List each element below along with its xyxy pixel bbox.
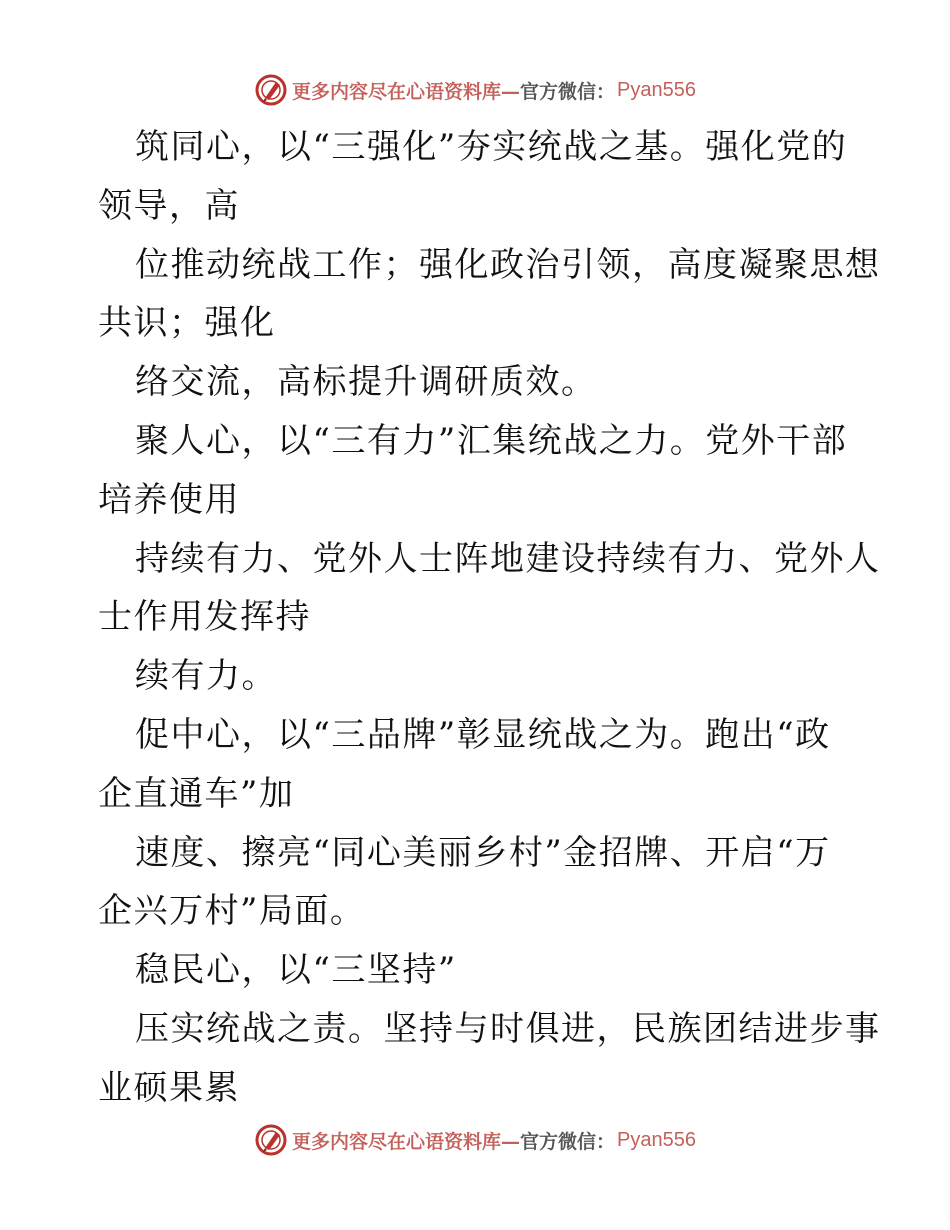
- text-line: 聚人心，以“三有力”汇集统战之力。党外干部: [135, 420, 848, 461]
- text-line: 速度、擦亮“同心美丽乡村”金招牌、开启“万: [135, 832, 831, 873]
- document-body: [98, 118, 881, 1118]
- text-line: 筑同心，以“三强化”夯实统战之基。强化党的: [135, 127, 848, 167]
- banner-main-text: 更多内容尽在心语资料库—: [292, 1130, 521, 1153]
- banner-wechat-id: Pyan556: [617, 78, 696, 101]
- banner-wechat-label: 官方微信：: [520, 80, 616, 103]
- text-line: 压实统战之责。坚持与时俱进，民族团结进步事: [135, 1008, 881, 1049]
- banner-wechat-id: Pyan556: [617, 1128, 696, 1151]
- text-line: 领导，高: [98, 185, 240, 226]
- text-line: 企直通车”加: [98, 773, 295, 814]
- text-line: 业硕果累: [98, 1067, 240, 1108]
- text-line: 络交流，高标提升调研质效。: [135, 362, 597, 403]
- text-line: 士作用发挥持: [98, 597, 311, 638]
- text-line: 位推动统战工作；强化政治引领，高度凝聚思想: [135, 244, 881, 285]
- pen-nib-circle-logo-icon: [254, 73, 288, 107]
- banner-main-text: 更多内容尽在心语资料库—: [292, 80, 521, 103]
- text-line: 续有力。: [135, 656, 277, 697]
- pen-nib-circle-logo-icon: [254, 1123, 288, 1157]
- text-line: 企兴万村”局面。: [98, 891, 366, 932]
- text-line: 促中心，以“三品牌”彰显统战之为。跑出“政: [135, 714, 831, 755]
- header-banner: [0, 70, 950, 110]
- text-line: 稳民心，以“三坚持”: [135, 950, 457, 991]
- text-line: 持续有力、党外人士阵地建设持续有力、党外人: [135, 538, 881, 579]
- footer-banner: [0, 1120, 950, 1160]
- banner-wechat-label: 官方微信：: [520, 1130, 616, 1153]
- text-line: 培养使用: [98, 479, 240, 520]
- text-line: 共识；强化: [98, 303, 276, 344]
